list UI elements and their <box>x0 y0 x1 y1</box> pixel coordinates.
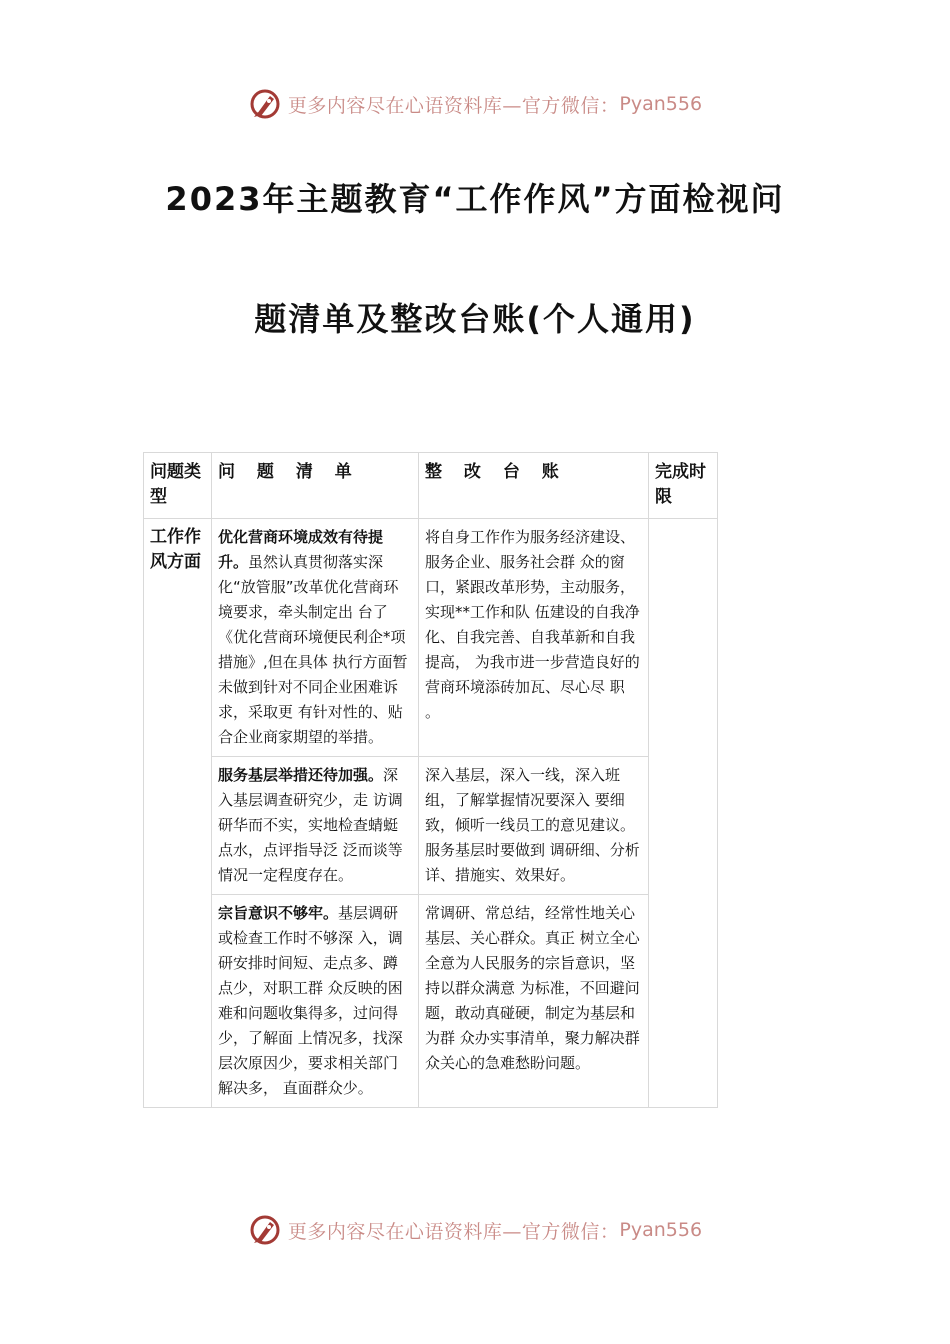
banner-wechat-id: Pyan556 <box>619 1219 703 1241</box>
header-rectification-ledger: 整 改 台 账 <box>419 453 649 519</box>
header-banner <box>0 84 950 124</box>
issue-cell <box>212 757 419 895</box>
footer-banner <box>0 1210 950 1250</box>
issue-heading: 宗旨意识不够牢。 <box>218 904 339 922</box>
rectification-cell: 将自身工作作为服务经济建设、服务企业、服务社会群 众的窗口，紧跟改革形势，主动服务，实现**工作和队 伍建设的自我净化、自我完善、自我革新和自我提高， 为我市进一步营造良好的营商环境添砖加瓦、尽心尽 职 。 <box>419 519 649 757</box>
issue-cell <box>212 519 419 757</box>
rectification-ledger-table <box>143 452 718 1108</box>
table-row <box>144 895 718 1108</box>
table-row <box>144 519 718 757</box>
issue-body: 深入基层调查研究少，走 访调研华而不实，实地检查蜻蜓点水，点评指导泛 泛而谈等情况一定程度存在。 <box>218 766 403 884</box>
rectification-cell: 深入基层，深入一线，深入班组，了解掌握情况要深入 要细致，倾听一线员工的意见建议。服务基层时要做到 调研细、分析详、措施实、效果好。 <box>419 757 649 895</box>
category-cell: 工作作风方面 <box>144 519 212 1108</box>
header-issue-list: 问 题 清 单 <box>212 453 419 519</box>
issue-body: 基层调研或检查工作时不够深 入，调研安排时间短、走点多、蹲点少，对职工群 众反映的困难和问题收集得多，过问得少，了解面 上情况多，找深层次原因少，要求相关部门解决多， 直面群众少。 <box>218 904 403 1097</box>
rectification-cell: 常调研、常总结，经常性地关心基层、关心群众。真正 树立全心全意为人民服务的宗旨意识，坚持以群众满意 为标准，不回避问题，敢动真碰硬，制定为基层和为群 众办实事清单，聚力解决群众关心的急难愁盼问题。 <box>419 895 649 1108</box>
pen-nib-logo-icon <box>248 1213 282 1247</box>
document-title-line-2: 题清单及整改台账(个人通用) <box>254 300 696 338</box>
header-deadline: 完成时限 <box>649 453 718 519</box>
banner-wechat-id: Pyan556 <box>619 93 703 115</box>
deadline-cell <box>649 519 718 1108</box>
banner-text: 更多内容尽在心语资料库—官方微信： <box>287 94 620 117</box>
issue-heading: 服务基层举措还待加强。 <box>218 766 384 784</box>
table-row <box>144 757 718 895</box>
table-header-row <box>144 453 718 519</box>
pen-nib-logo-icon <box>248 87 282 121</box>
document-title-line-1: 2023年主题教育“工作作风”方面检视问 <box>165 180 785 218</box>
header-problem-type: 问题类型 <box>144 453 212 519</box>
issue-cell <box>212 895 419 1108</box>
issue-body: 虽然认真贯彻落实深化“放管服”改革优化营商环境要求，牵头制定出 台了《优化营商环境便民利企*项措施》,但在具体 执行方面暂未做到针对不同企业困难诉求，采取更 有针对性的、贴合企业商家期望的举措。 <box>218 553 408 746</box>
issue-heading: 优化营商环境成效有待提升。 <box>218 528 384 571</box>
banner-text: 更多内容尽在心语资料库—官方微信： <box>287 1220 620 1243</box>
